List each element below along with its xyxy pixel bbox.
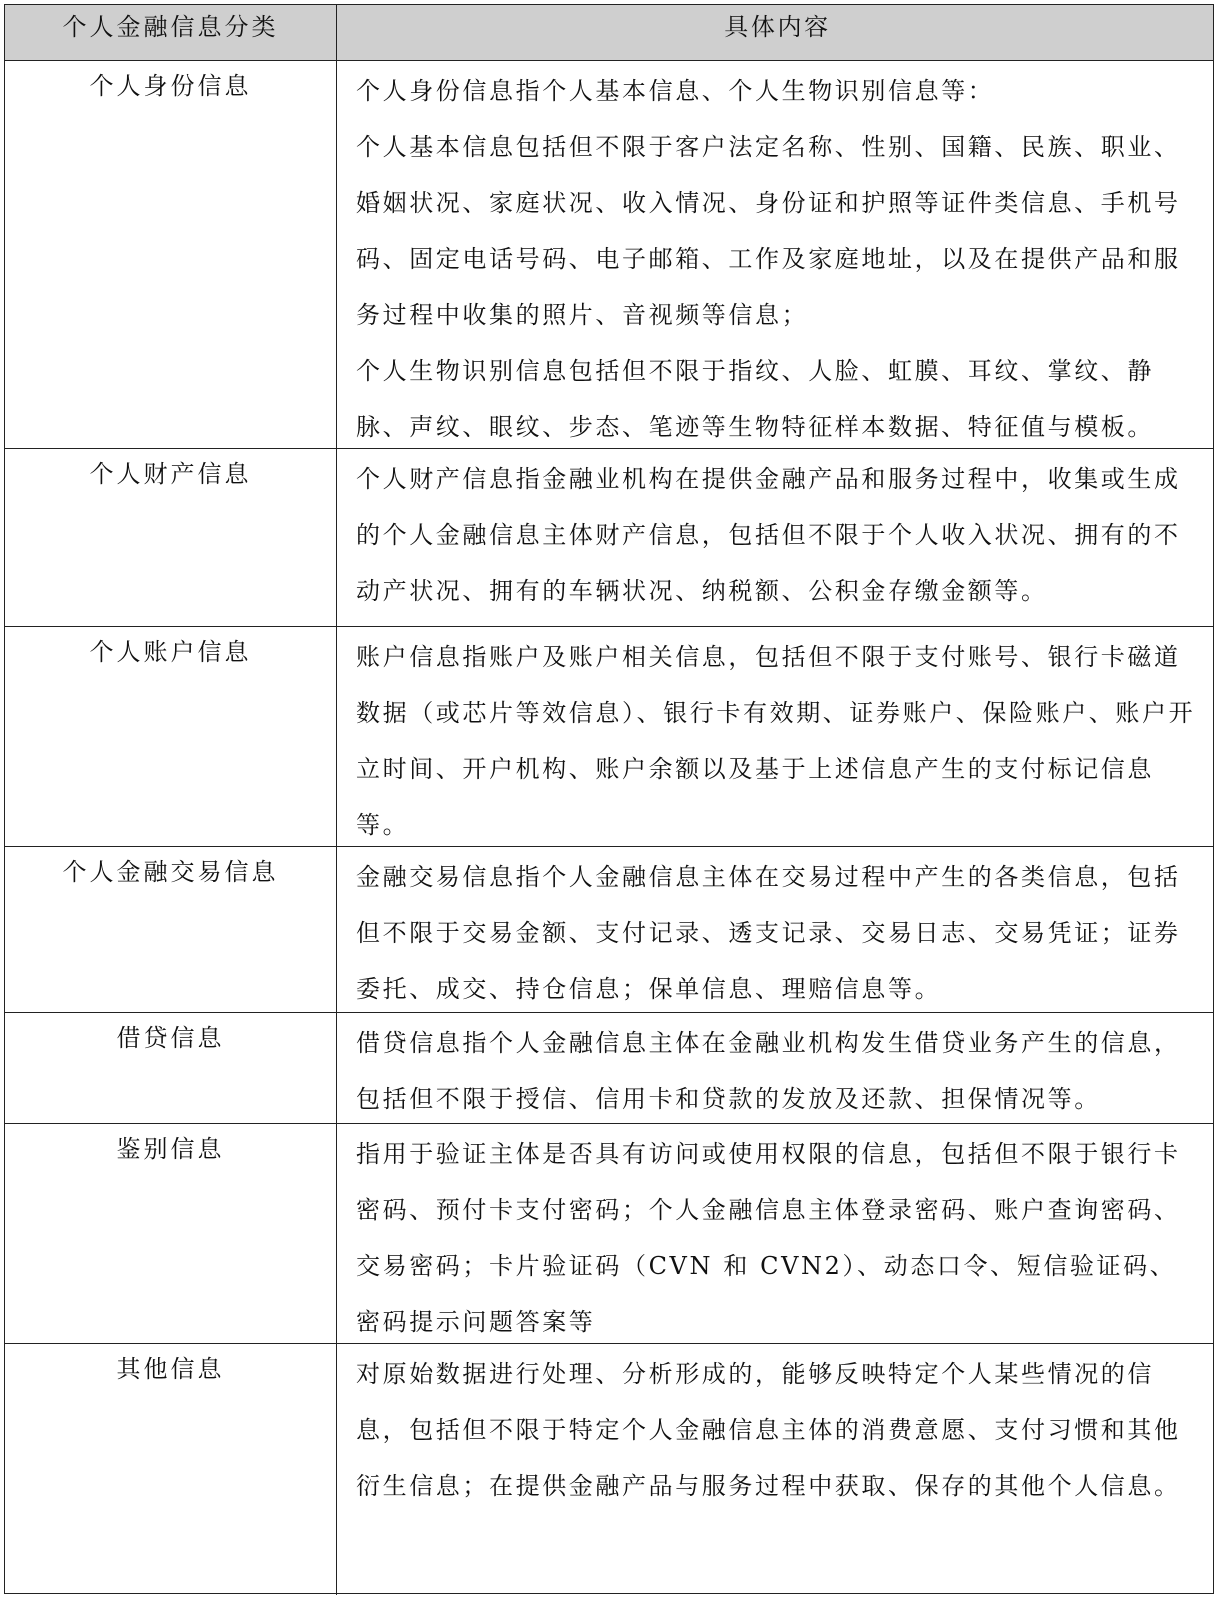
content-paragraph: 个人生物识别信息包括但不限于指纹、人脸、虹膜、耳纹、掌纹、静脉、声纹、眼纹、步态、笔迹等生物特征样本数据、特征值与模板。 bbox=[356, 357, 1154, 441]
row-category: 其他信息 bbox=[5, 1344, 337, 1595]
row-category: 鉴别信息 bbox=[5, 1124, 337, 1343]
content-paragraph: 对原始数据进行处理、分析形成的，能够反映特定个人某些情况的信息，包括但不限于特定个人金融信息主体的消费意愿、支付习惯和其他衍生信息；在提供金融产品与服务过程中获取、保存的其他个人信息。 bbox=[356, 1360, 1181, 1500]
table-row bbox=[5, 1124, 1213, 1344]
row-category: 个人账户信息 bbox=[5, 627, 337, 846]
table-row bbox=[5, 1013, 1213, 1124]
row-content bbox=[337, 1013, 1213, 1123]
table-header-row bbox=[5, 5, 1213, 61]
content-paragraph: 借贷信息指个人金融信息主体在金融业机构发生借贷业务产生的信息，包括但不限于授信、信用卡和贷款的发放及还款、担保情况等。 bbox=[356, 1029, 1181, 1113]
table-row bbox=[5, 61, 1213, 449]
content-paragraph: 个人基本信息包括但不限于客户法定名称、性别、国籍、民族、职业、婚姻状况、家庭状况、收入情况、身份证和护照等证件类信息、手机号码、固定电话号码、电子邮箱、工作及家庭地址，以及在提供产品和服务过程中收集的照片、音视频等信息； bbox=[356, 133, 1181, 329]
table-row bbox=[5, 449, 1213, 627]
table-row bbox=[5, 627, 1213, 847]
row-category: 个人金融交易信息 bbox=[5, 847, 337, 1012]
row-content bbox=[337, 61, 1213, 448]
row-content bbox=[337, 627, 1213, 846]
row-content bbox=[337, 1344, 1213, 1595]
table-row bbox=[5, 1344, 1213, 1595]
table-row bbox=[5, 847, 1213, 1013]
content-paragraph: 个人财产信息指金融业机构在提供金融产品和服务过程中，收集或生成的个人金融信息主体财产信息，包括但不限于个人收入状况、拥有的不动产状况、拥有的车辆状况、纳税额、公积金存缴金额等。 bbox=[356, 465, 1181, 605]
row-category: 个人身份信息 bbox=[5, 61, 337, 448]
row-content bbox=[337, 449, 1213, 626]
row-category: 个人财产信息 bbox=[5, 449, 337, 626]
content-paragraph: 指用于验证主体是否具有访问或使用权限的信息，包括但不限于银行卡密码、预付卡支付密码；个人金融信息主体登录密码、账户查询密码、交易密码；卡片验证码（CVN 和 CVN2）、动态口令、短信验证码、密码提示问题答案等 bbox=[356, 1140, 1181, 1336]
content-paragraph: 金融交易信息指个人金融信息主体在交易过程中产生的各类信息，包括但不限于交易金额、支付记录、透支记录、交易日志、交易凭证；证券委托、成交、持仓信息；保单信息、理赔信息等。 bbox=[356, 863, 1181, 1003]
content-paragraph: 账户信息指账户及账户相关信息，包括但不限于支付账号、银行卡磁道数据（或芯片等效信息）、银行卡有效期、证券账户、保险账户、账户开立时间、开户机构、账户余额以及基于上述信息产生的支付标记信息等。 bbox=[356, 643, 1196, 839]
row-content bbox=[337, 847, 1213, 1012]
header-content: 具体内容 bbox=[724, 13, 831, 41]
content-paragraph: 个人身份信息指个人基本信息、个人生物识别信息等： bbox=[356, 77, 995, 105]
header-category: 个人金融信息分类 bbox=[5, 5, 337, 60]
info-classification-table bbox=[4, 4, 1214, 1594]
row-content bbox=[337, 1124, 1213, 1343]
row-category: 借贷信息 bbox=[5, 1013, 337, 1123]
